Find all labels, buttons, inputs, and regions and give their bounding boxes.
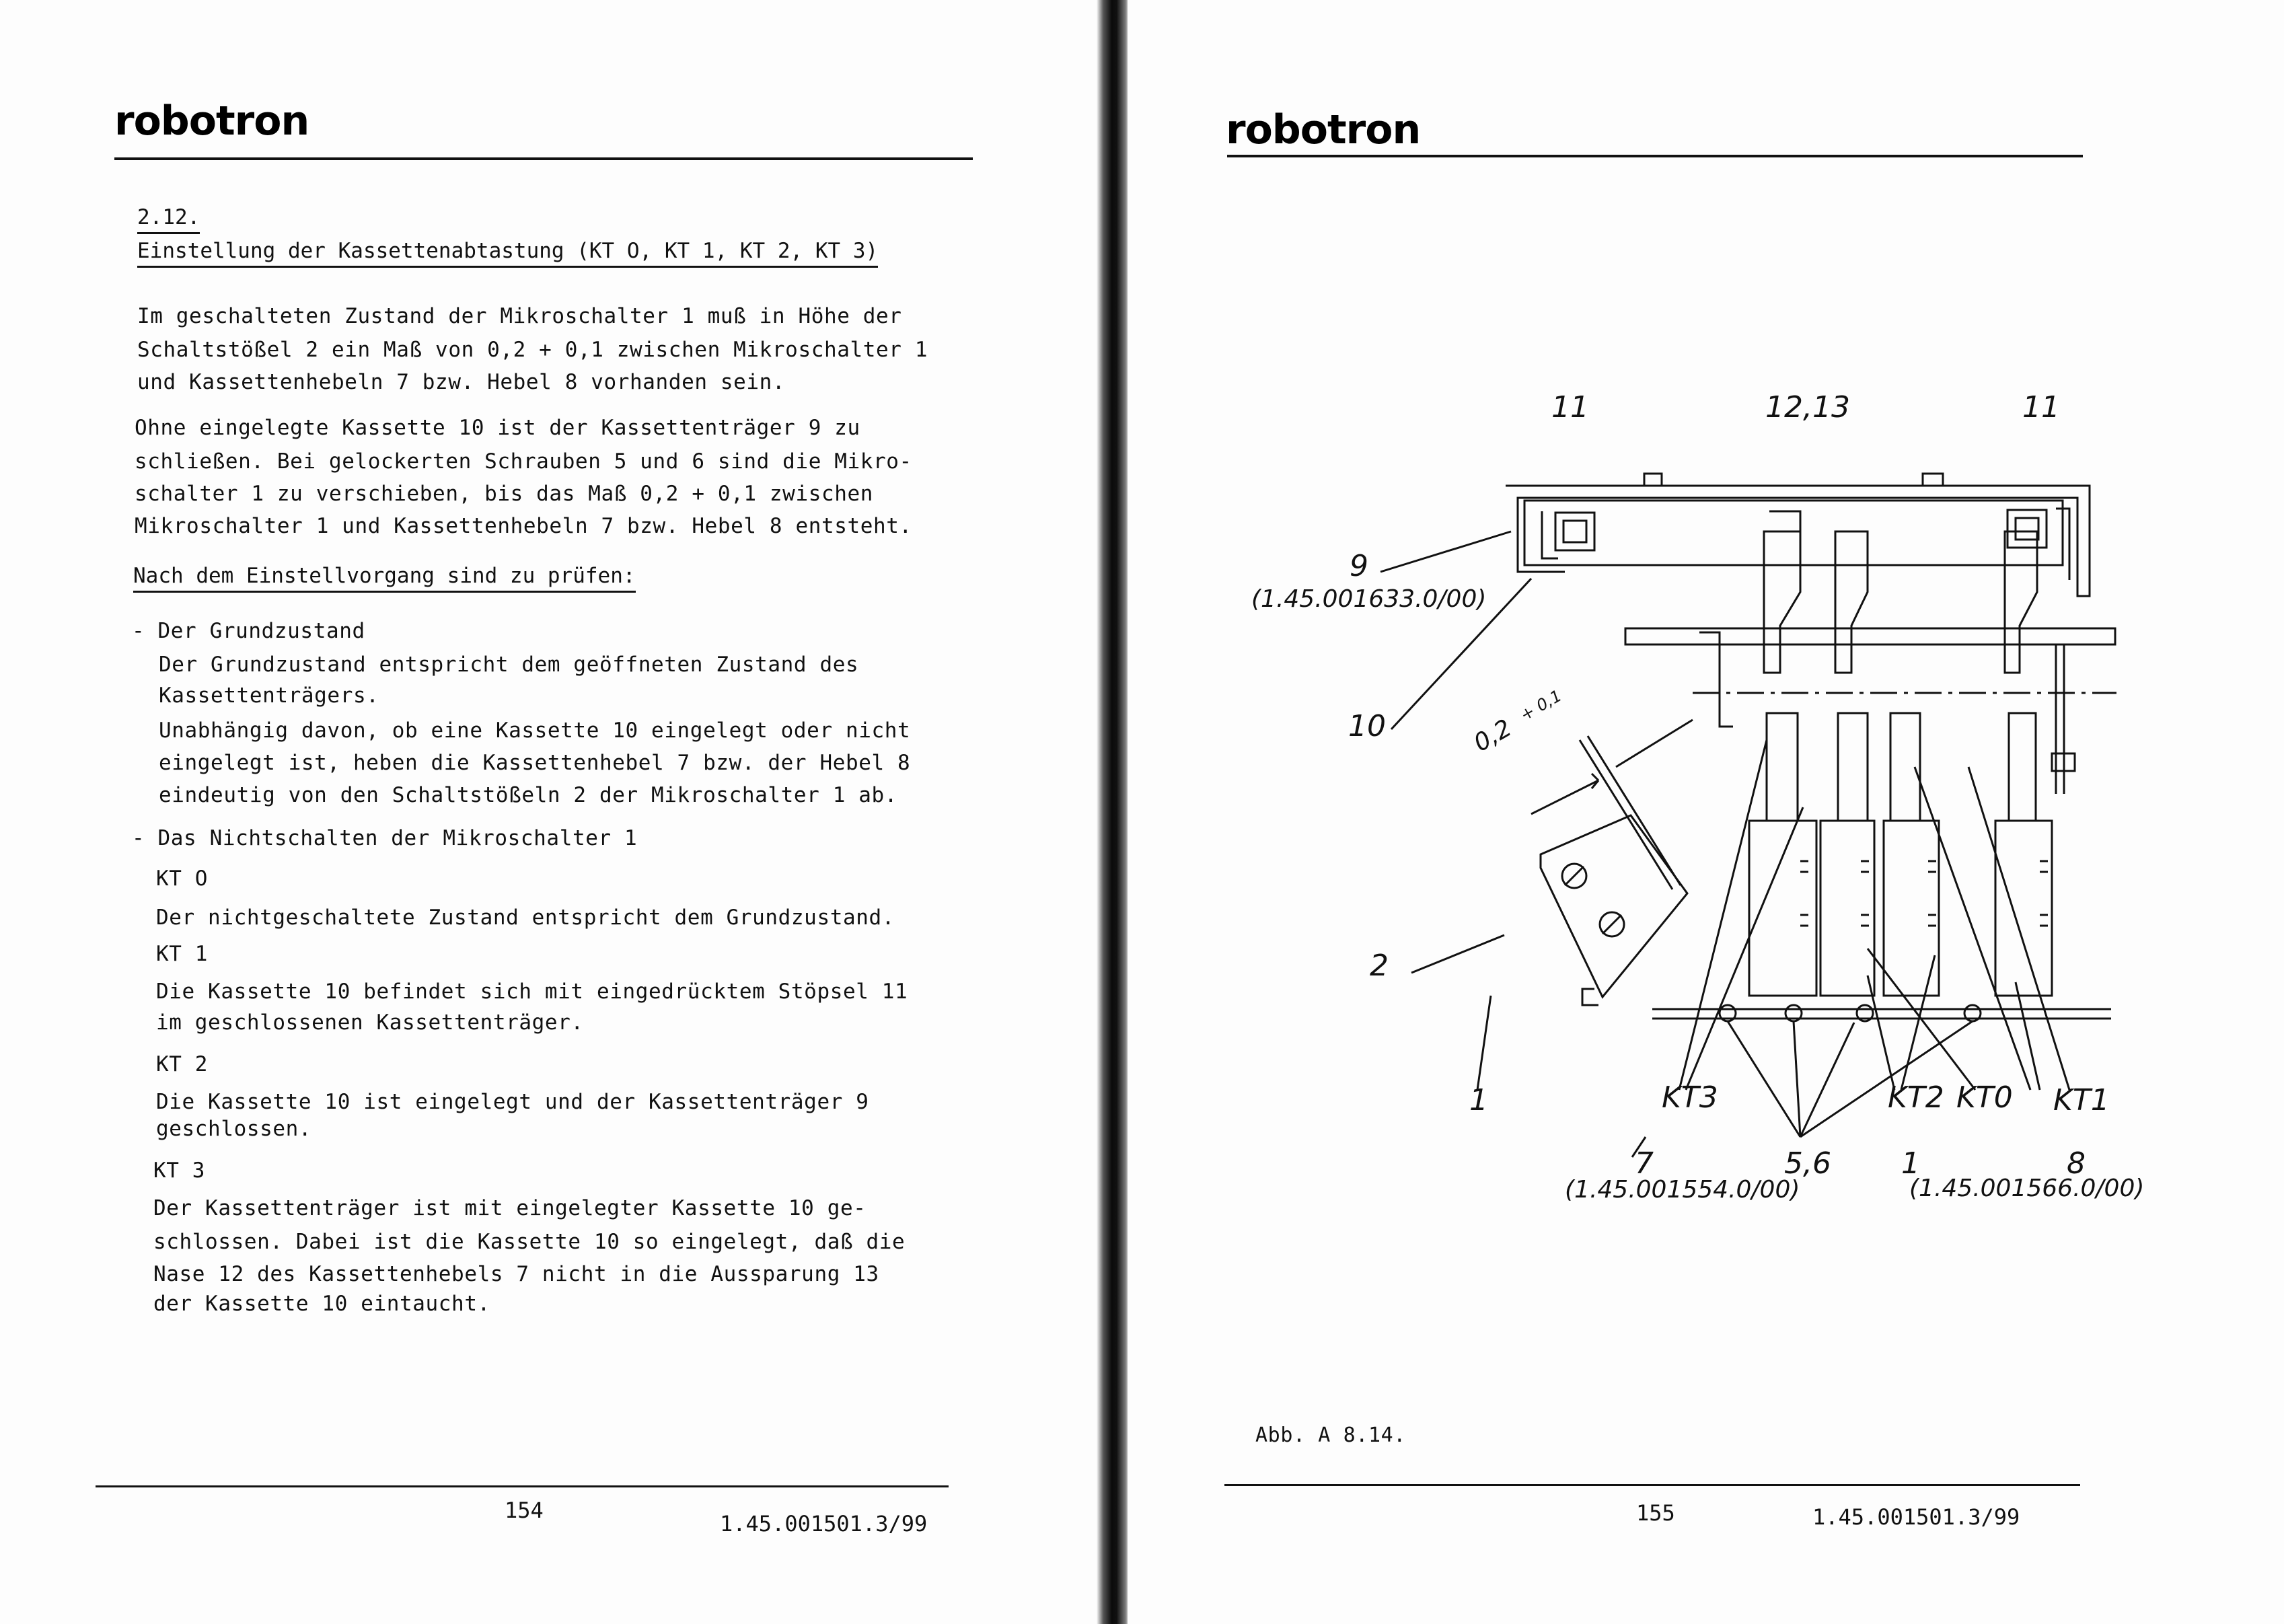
label-kt2: KT2 (1888, 1080, 1944, 1115)
text-line: schließen. Bei gelockerten Schrauben 5 und 6 sind die Mikro- (135, 449, 912, 474)
label-dimension-tolerance: + 0,1 (1517, 686, 1565, 725)
text-line: Unabhängig davon, ob eine Kassette 10 eingelegt oder nicht (159, 718, 911, 743)
label-8: 8 (2067, 1146, 2086, 1181)
label-2: 2 (1370, 949, 1389, 983)
label-7: 7 (1635, 1146, 1654, 1181)
text-line: Der Kassettenträger ist mit eingelegter Kassette 10 ge- (153, 1196, 867, 1220)
label-7-part-number: (1.45.001554.0/00) (1565, 1176, 1800, 1204)
kt1-label: KT 1 (156, 942, 209, 966)
label-11-left: 11 (1551, 390, 1589, 425)
text-line: Kassettenträgers. (159, 684, 379, 708)
text-line: und Kassettenhebeln 7 bzw. Hebel 8 vorhanden sein. (137, 370, 786, 394)
text-line: geschlossen. (156, 1117, 312, 1141)
text-line: Nase 12 des Kassettenhebels 7 nicht in die Aussparung 13 (153, 1262, 879, 1286)
footer-rule (96, 1485, 949, 1487)
label-kt3: KT3 (1662, 1080, 1718, 1115)
label-8-part-number: (1.45.001566.0/00) (1909, 1175, 2145, 1202)
label-12-13: 12,13 (1765, 390, 1850, 425)
text-line: Der Grundzustand entspricht dem geöffneten Zustand des (159, 653, 859, 677)
figure-caption: Abb. A 8.14. (1255, 1424, 1406, 1447)
section-number: 2.12. (137, 205, 200, 234)
doc-number: 1.45.001501.3/99 (1812, 1504, 2020, 1530)
check-heading: Nach dem Einstellvorgang sind zu prüfen: (133, 564, 636, 593)
label-dimension: 0,2 (1469, 714, 1517, 758)
label-9: 9 (1350, 549, 1368, 583)
section-title: Einstellung der Kassettenabtastung (KT O, KT 1, KT 2, KT 3) (137, 239, 878, 268)
robotron-logo: robotron (114, 98, 309, 145)
text-line: Die Kassette 10 befindet sich mit eingedrücktem Stöpsel 11 (156, 980, 908, 1004)
right-page (1128, 0, 2284, 1624)
text-line: Der nichtgeschaltete Zustand entspricht dem Grundzustand. (156, 906, 895, 930)
label-1-detail: 1 (1469, 1083, 1488, 1117)
label-10: 10 (1348, 709, 1386, 743)
book-spine (1097, 0, 1130, 1624)
page-number: 155 (1636, 1500, 1675, 1526)
kt0-label: KT O (156, 866, 209, 891)
text-line: Schaltstößel 2 ein Maß von 0,2 + 0,1 zwischen Mikroschalter 1 (137, 338, 928, 362)
label-1: 1 (1901, 1146, 1920, 1181)
label-kt1: KT1 (2053, 1083, 2110, 1117)
text-line: Im geschalteten Zustand der Mikroschalter 1 muß in Höhe der (137, 304, 902, 328)
text-line: im geschlossenen Kassettenträger. (156, 1010, 584, 1035)
robotron-logo: robotron (1226, 106, 1421, 153)
text-line: Ohne eingelegte Kassette 10 ist der Kassettenträger 9 zu (135, 416, 860, 440)
label-11-right: 11 (2022, 390, 2060, 425)
text-line: Die Kassette 10 ist eingelegt und der Kassettenträger 9 (156, 1090, 869, 1114)
kt3-label: KT 3 (153, 1158, 206, 1183)
left-page (0, 0, 1101, 1624)
text-line: eindeutig von den Schaltstößeln 2 der Mikroschalter 1 ab. (159, 783, 898, 807)
text-line: der Kassette 10 eintaucht. (153, 1292, 490, 1316)
text-line: Mikroschalter 1 und Kassettenhebeln 7 bzw. Hebel 8 entsteht. (135, 514, 912, 538)
kt2-label: KT 2 (156, 1052, 209, 1076)
label-5-6: 5,6 (1784, 1146, 1831, 1181)
label-kt0: KT0 (1956, 1080, 2013, 1115)
footer-rule (1224, 1484, 2080, 1486)
figure-a-8-14 (1128, 0, 2284, 1624)
text-line: schlossen. Dabei ist die Kassette 10 so eingelegt, daß die (153, 1230, 906, 1254)
text-line: eingelegt ist, heben die Kassettenhebel 7 bzw. der Hebel 8 (159, 751, 911, 775)
header-rule (114, 157, 973, 160)
list-item: - Der Grundzustand (132, 619, 365, 643)
text-line: schalter 1 zu verschieben, bis das Maß 0,2 + 0,1 zwischen (135, 482, 874, 506)
doc-number: 1.45.001501.3/99 (720, 1511, 928, 1537)
list-item: - Das Nichtschalten der Mikroschalter 1 (132, 826, 638, 850)
label-9-part-number: (1.45.001633.0/00) (1251, 585, 1487, 613)
page-number: 154 (505, 1498, 544, 1523)
